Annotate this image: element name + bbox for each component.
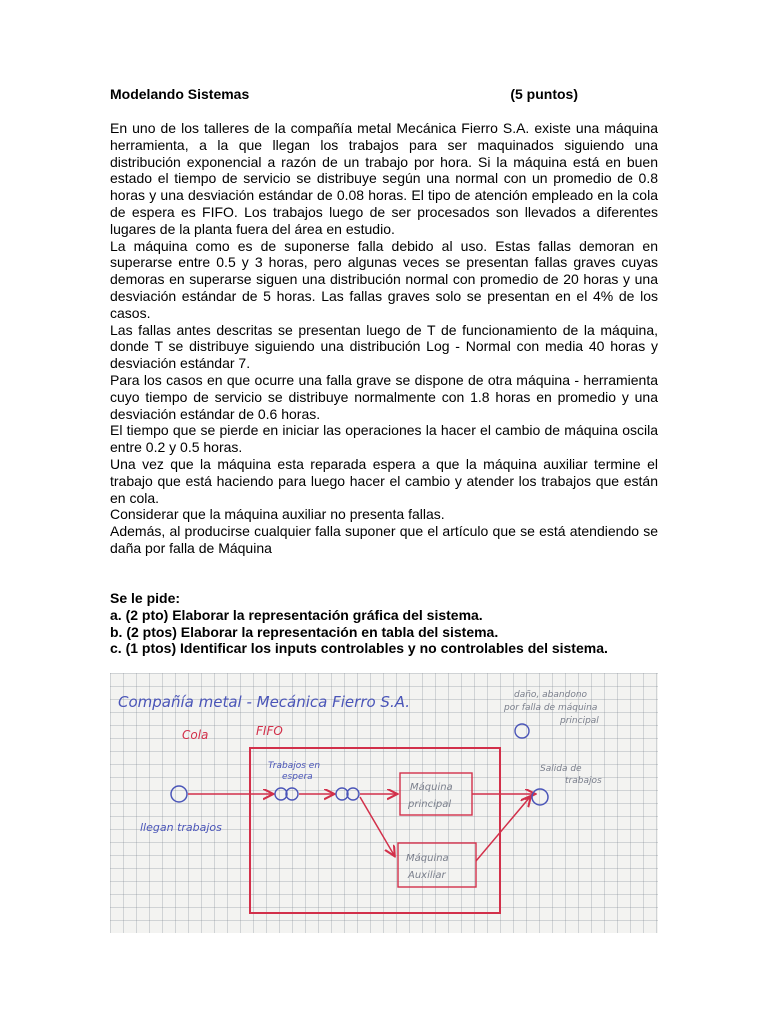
paragraph: Además, al producirse cualquier falla suponer que el artículo que se está atendiendo se daña por falla de Máquina bbox=[110, 523, 658, 556]
paragraph: Una vez que la máquina esta reparada espera a que la máquina auxiliar termine el trabajo que está haciendo para luego hacer el cambio y atender los trabajos que están en cola. bbox=[110, 455, 658, 506]
paragraph: Las fallas antes descritas se presentan luego de T de funcionamiento de la máquina, donde T se distribuye siguiendo una distribución Log - Normal con media 40 horas y desviación estándar 7. bbox=[110, 321, 658, 372]
scrap-node bbox=[515, 724, 529, 738]
paragraph: Para los casos en que ocurre una falla grave se dispone de otra máquina - herramienta cuyo tiempo de servicio se distribuye normalmente con 1.8 horas en promedio y una desviación estándar de 0.6 horas. bbox=[110, 371, 658, 422]
system-diagram-photo bbox=[110, 673, 658, 933]
points-label: (5 puntos) bbox=[510, 86, 578, 102]
exit-node bbox=[532, 789, 548, 805]
arrival-node bbox=[171, 786, 187, 802]
aux-machine-label-line1: Máquina bbox=[406, 853, 449, 864]
diagram-title: Compañía metal - Mecánica Fierro S.A. bbox=[118, 693, 411, 711]
problem-statement bbox=[110, 120, 658, 557]
to-aux-arrow bbox=[360, 797, 394, 855]
scrap-label-line2: por falla de máquina bbox=[504, 703, 598, 713]
system-diagram bbox=[110, 673, 658, 933]
exit-label-line2: trabajos bbox=[565, 776, 602, 786]
cola-label: Cola bbox=[182, 728, 209, 742]
aux-machine-label-line2: Auxiliar bbox=[408, 870, 446, 881]
queue-node bbox=[286, 788, 298, 800]
paragraph: El tiempo que se pierde en iniciar las operaciones la hacer el cambio de máquina oscila entre 0.2 y 0.5 horas. bbox=[110, 422, 658, 456]
request-item: c. (1 ptos) Identificar los inputs controlables y no controlables del sistema. bbox=[110, 640, 608, 657]
requests-heading: Se le pide: bbox=[110, 590, 181, 606]
main-machine-label-line2: principal bbox=[408, 799, 452, 810]
paragraph: Considerar que la máquina auxiliar no presenta fallas. bbox=[110, 506, 445, 523]
exit-label-line1: Salida de bbox=[540, 764, 582, 774]
queue-label-line2: espera bbox=[282, 772, 313, 782]
request-item: a. (2 pto) Elaborar la representación gráfica del sistema. bbox=[110, 606, 483, 623]
queue-node bbox=[336, 788, 348, 800]
requests-section bbox=[110, 590, 658, 657]
main-machine-label-line1: Máquina bbox=[410, 782, 453, 793]
queue-node bbox=[275, 788, 287, 800]
paragraph: En uno de los talleres de la compañía metal Mecánica Fierro S.A. existe una máquina herramienta, a la que llegan los trabajos para ser maquinados siguiendo una distribución exponencial a razón de un trabajo por hora. Si la máquina está en buen estado el tiempo de servicio se distribuye según una normal con un promedio de 0.8 horas y una desviación estándar de 0.08 horas. El tipo de atención empleado en la cola de espera es FIFO. Los trabajos luego de ser procesados son llevados a diferentes lugares de la planta fuera del área en estudio. bbox=[110, 120, 658, 237]
queue-node bbox=[347, 788, 359, 800]
aux-exit-arrow bbox=[476, 797, 530, 861]
paragraph: La máquina como es de suponerse falla debido al uso. Estas fallas demoran en superarse entre 0.5 y 3 horas, pero algunas veces se presentan fallas graves cuyas demoras en superarse siguen una distribución normal con promedio de 20 horas y una desviación estándar de 5 horas. Las fallas graves solo se presentan en el 4% de los casos. bbox=[110, 237, 658, 321]
section-heading bbox=[110, 86, 578, 102]
scrap-label-line1: daño, abandono bbox=[514, 690, 588, 700]
scrap-label-line3: principal bbox=[560, 716, 599, 726]
arrivals-label: llegan trabajos bbox=[140, 821, 222, 834]
request-item: b. (2 ptos) Elaborar la representación en tabla del sistema. bbox=[110, 623, 499, 640]
queue-label-line1: Trabajos en bbox=[268, 761, 321, 771]
fifo-label: FIFO bbox=[256, 724, 283, 738]
page-title: Modelando Sistemas bbox=[110, 86, 250, 102]
